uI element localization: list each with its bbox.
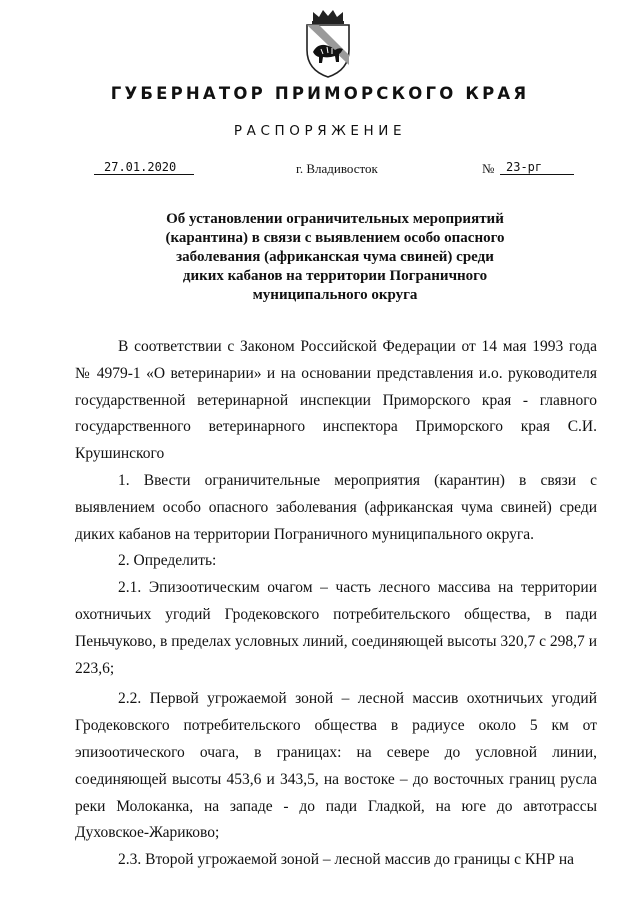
clause-2-2-paragraph: 2.2. Первой угрожаемой зоной – лесной массив охотничьих угодий Гродековского потребительского общества в радиусе около 5 км от эпизоотического очага, в границах: на севере до условной линии, соединяющей высоты 453,6 и 343,5, на востоке – до восточных границ русла реки Молоканка, на западе - до пади Гладкой, на юге до автотрассы Духовское-Жариково; — [75, 690, 597, 842]
subject-line: заболевания (африканская чума свиней) среди — [176, 249, 494, 265]
preamble-paragraph: В соответствии с Законом Российской Федерации от 14 мая 1993 года № 4979-1 «О ветеринарии» и на основании представления и.о. руководителя государственной ветеринарной инспекции Приморского края - главного государственного ветеринарного инспектора Приморского края С.И. Крушинского — [75, 338, 597, 463]
document-type: РАСПОРЯЖЕНИЕ — [233, 123, 407, 139]
organization-title: ГУБЕРНАТОР ПРИМОРСКОГО КРАЯ — [110, 84, 530, 103]
number-sign: № — [482, 161, 495, 176]
clause-2-1-paragraph: 2.1. Эпизоотическим очагом – часть лесного массива на территории охотничьих угодий Гродековского потребительского общества, в пади Пеньчуково, в пределах условных линий, соединяющей высоты 320,7 с 298,7 и 223,6; — [75, 579, 597, 677]
subject-line: диких кабанов на территории Пограничного — [182, 268, 488, 284]
clause-2-paragraph: 2. Определить: — [118, 552, 217, 570]
document-number: 23-рг — [500, 160, 574, 175]
subject-line: муниципального округа — [252, 287, 418, 303]
coat-of-arms-icon — [301, 10, 355, 78]
subject-line: Об установлении ограничительных мероприятий — [166, 211, 504, 227]
document-city: г. Владивосток — [296, 161, 378, 176]
document-date: 27.01.2020 — [94, 160, 194, 175]
subject-line: (карантина) в связи с выявлением особо опасного — [165, 230, 505, 246]
document-body — [75, 334, 597, 874]
document-subject — [150, 210, 520, 305]
document-meta — [0, 160, 640, 184]
clause-1-paragraph: 1. Ввести ограничительные мероприятия (карантин) в связи с выявлением особо опасного заболевания (африканская чума свиней) среди диких кабанов на территории Пограничного муниципального округа. — [75, 471, 597, 543]
clause-2-3-paragraph: 2.3. Второй угрожаемой зоной – лесной массив до границы с КНР на — [118, 851, 575, 869]
